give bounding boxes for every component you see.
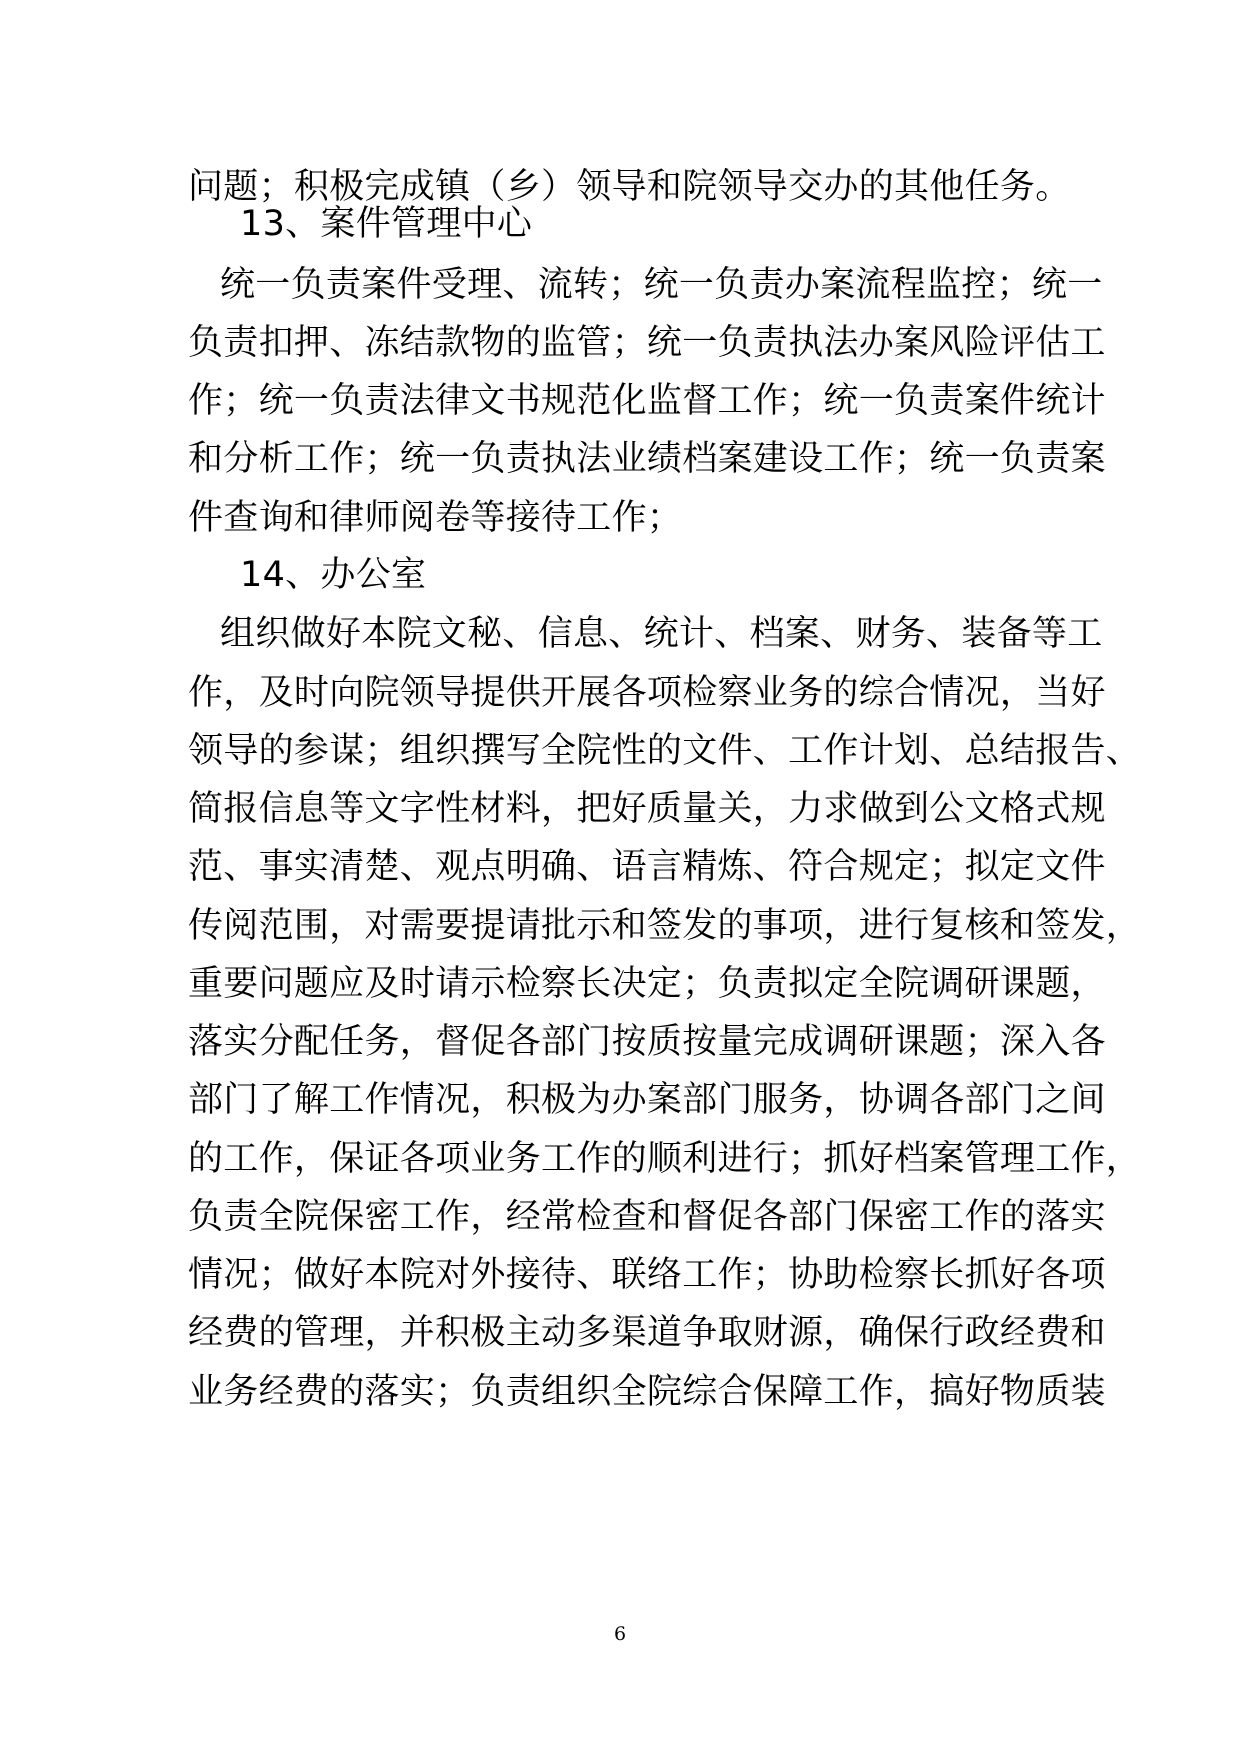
- paragraph-line: 作，及时向院领导提供开展各项检察业务的综合情况，当好: [188, 673, 1106, 713]
- page-number: 6: [613, 1623, 627, 1645]
- paragraph-line: 部门了解工作情况，积极为办案部门服务，协调各部门之间: [188, 1080, 1106, 1120]
- paragraph-line: 领导的参谋；组织撰写全院性的文件、工作计划、总结报告、: [188, 731, 1142, 771]
- paragraph-line: 传阅范围，对需要提请批示和签发的事项，进行复核和签发，: [188, 906, 1142, 946]
- paragraph-line: 范、事实清楚、观点明确、语言精炼、符合规定；拟定文件: [188, 847, 1106, 887]
- paragraph-line: 重要问题应及时请示检察长决定；负责拟定全院调研课题，: [188, 964, 1106, 1004]
- paragraph-line: 作；统一负责法律文书规范化监督工作；统一负责案件统计: [188, 381, 1106, 421]
- paragraph-line: 组织做好本院文秘、信息、统计、档案、财务、装备等工: [220, 614, 1103, 654]
- paragraph-line: 经费的管理，并积极主动多渠道争取财源，确保行政经费和: [188, 1313, 1106, 1353]
- text-line-continuation: 问题；积极完成镇（乡）领导和院领导交办的其他任务。: [188, 167, 1071, 207]
- paragraph-line: 情况；做好本院对外接待、联络工作；协助检察长抓好各项: [188, 1255, 1106, 1295]
- paragraph-line: 的工作，保证各项业务工作的顺利进行；抓好档案管理工作，: [188, 1139, 1142, 1179]
- paragraph-line: 件查询和律师阅卷等接待工作；: [188, 498, 683, 538]
- paragraph-line: 负责全院保密工作，经常检查和督促各部门保密工作的落实: [188, 1197, 1106, 1237]
- paragraph-line: 落实分配任务，督促各部门按质按量完成调研课题；深入各: [188, 1022, 1106, 1062]
- paragraph-line: 业务经费的落实；负责组织全院综合保障工作，搞好物质装: [188, 1372, 1106, 1412]
- paragraph-line: 统一负责案件受理、流转；统一负责办案流程监控；统一: [220, 265, 1103, 305]
- paragraph-line: 负责扣押、冻结款物的监管；统一负责执法办案风险评估工: [188, 323, 1106, 363]
- paragraph-line: 和分析工作；统一负责执法业绩档案建设工作；统一负责案: [188, 439, 1106, 479]
- section-heading-14: 14、办公室: [240, 555, 427, 595]
- paragraph-line: 简报信息等文字性材料，把好质量关，力求做到公文格式规: [188, 789, 1106, 829]
- section-heading-13: 13、案件管理中心: [240, 204, 533, 244]
